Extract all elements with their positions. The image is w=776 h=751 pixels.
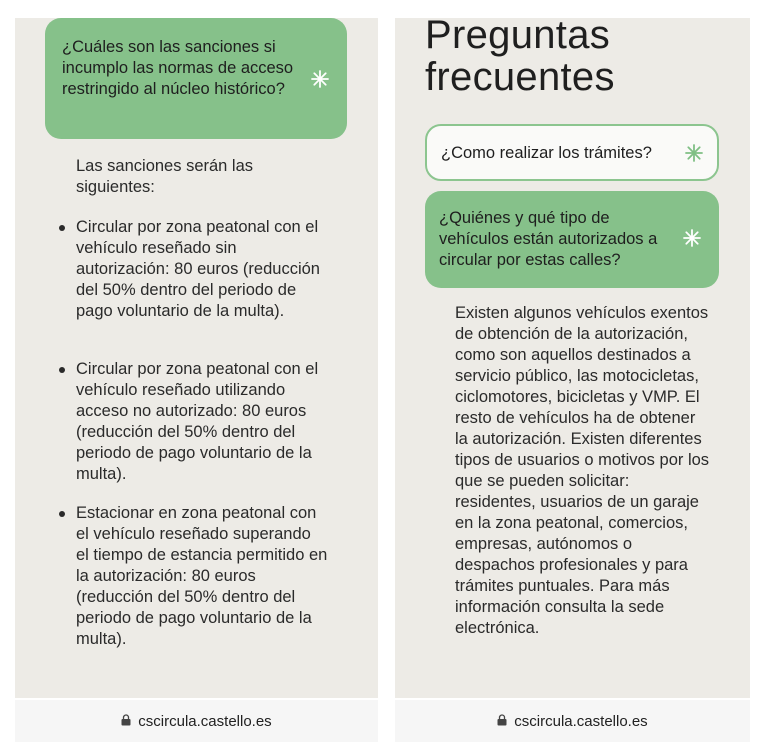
page-title: Preguntas frecuentes	[425, 18, 615, 99]
answer-text: Existen algunos vehículos exentos de obtención de la autorización, como son aquellos destinados a servicio público, las motocicletas, ciclomotores, bicicletas y VMP. El resto de vehículos ha de obtener la autorización. Existen diferentes tipos de usuarios o motivos por los que se pueden solicitar: residentes, usuarios de un garaje en la zona peatonal, comercios, empresas, autónomos o despachos profesionales y para trámites puntuales. Para más información consulta la sede electrónica.	[455, 304, 710, 637]
url-text: cscircula.castello.es	[514, 712, 648, 730]
faq-question-tramites[interactable]	[425, 124, 719, 181]
bullet-dot	[59, 225, 65, 231]
answer-intro: Las sanciones serán las siguientes:	[76, 157, 254, 196]
bullet-dot	[59, 511, 65, 517]
faq-question-vehiculos[interactable]	[425, 191, 719, 288]
list-item-text: Estacionar en zona peatonal con el vehículo reseñado superando el tiempo de estancia permitido en la autorización: 80 euros (reducción del 50% dentro del periodo de pago voluntario de la multa).	[76, 504, 328, 648]
left-screenshot-panel	[15, 18, 378, 698]
faq-question-text: ¿Como realizar los trámites?	[441, 144, 652, 162]
bullet-dot	[59, 367, 65, 373]
url-text: cscircula.castello.es	[138, 712, 272, 730]
list-item-text: Circular por zona peatonal con el vehículo reseñado utilizando acceso no autorizado: 80 euros (reducción del 50% dentro del periodo de pago voluntario de la multa).	[76, 360, 319, 483]
expand-asterisk-icon[interactable]	[683, 229, 701, 247]
faq-question-text: ¿Quiénes y qué tipo de vehículos están autorizados a circular por estas calles?	[439, 209, 658, 269]
expand-asterisk-icon[interactable]	[311, 70, 329, 88]
lock-icon	[497, 714, 507, 726]
browser-url-bar[interactable]	[395, 700, 750, 742]
right-screenshot-panel	[395, 18, 750, 698]
browser-url-bar[interactable]	[15, 700, 378, 742]
faq-question-sanciones[interactable]	[45, 18, 347, 139]
lock-icon	[121, 714, 131, 726]
expand-asterisk-icon[interactable]	[685, 144, 703, 162]
list-item-text: Circular por zona peatonal con el vehículo reseñado sin autorización: 80 euros (reducción del 50% dentro del periodo de pago voluntario de la multa).	[76, 218, 320, 320]
faq-question-text: ¿Cuáles son las sanciones si incumplo las normas de acceso restringido al núcleo histórico?	[62, 38, 294, 98]
